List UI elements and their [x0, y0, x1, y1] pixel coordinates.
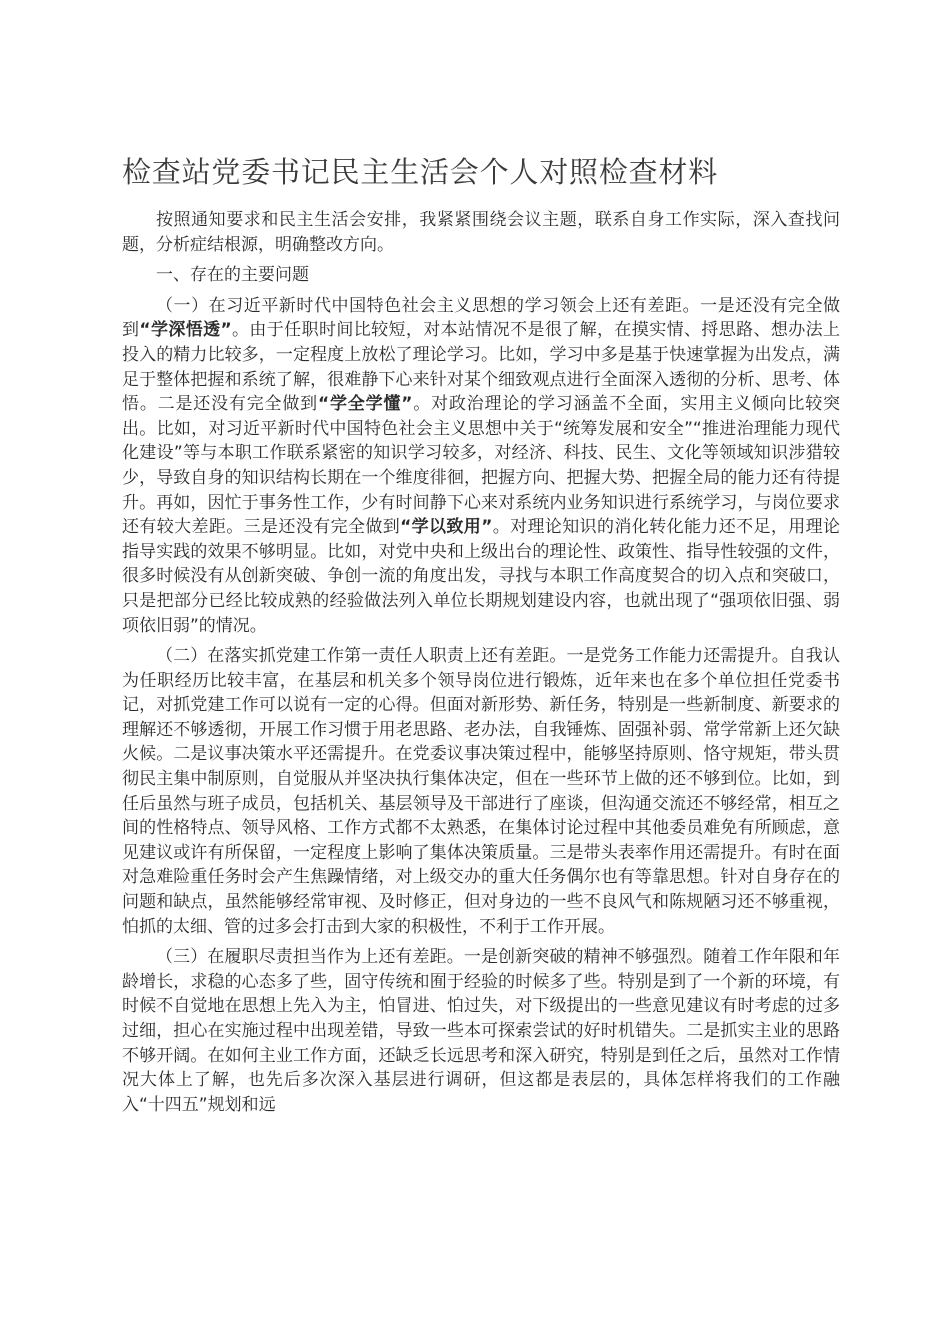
- section-heading-main-problems: 一、存在的主要问题: [156, 265, 309, 286]
- emphasis-phrase: “学全学懂”: [317, 394, 413, 415]
- document-title: 检查站党委书记民主生活会个人对照检查材料: [122, 155, 719, 189]
- paragraph-text: 。对政治理论的学习涵盖不全面，实用主义倾向比较突出。比如，对习近平新时代中国特色社会主义思想中关于“统筹发展和安全”“推进治理能力现代化建设”等与本职工作联系紧密的知识学习较多，对经济、科技、民生、文化等领域知识涉猎较少，导致自身的知识结构长期在一个维度徘徊，把握方向、把握大势、把握全局的能力还有待提升。再如，因忙于事务性工作，少有时间静下心来对系统内业务知识进行系统学习，与岗位要求还有较大差距。三是还没有完全做到: [122, 394, 840, 538]
- paragraph-text: （一）在习近平新时代中国特色社会主义思想的学习领会上还有差距。一是还没有完全做到: [122, 295, 840, 341]
- paragraph-party-building: （二）在落实抓党建工作第一责任人职责上还有差距。一是党务工作能力还需提升。自我认为任职经历比较丰富，在基层和机关多个领导岗位进行锻炼，近年来也在多个单位担任党委书记，对抓党建工作可以说有一定的心得。但面对新形势、新任务，特别是一些新制度、新要求的理解还不够透彻，开展工作习惯于用老思路、老办法，自我锤炼、固强补弱、常学常新上还欠缺火候。二是议事决策水平还需提升。在党委议事决策过程中，能够坚持原则、恪守规矩，带头贯彻民主集中制原则，自觉服从并坚决执行集体决定，但在一些环节上做的还不够到位。比如，到任后虽然与班子成员，包括机关、基层领导及干部进行了座谈，但沟通交流还不够经常，相互之间的性格特点、领导风格、工作方式都不太熟悉，在集体讨论过程中其他委员难免有所顾虑，意见建议或许有所保留，一定程度上影响了集体决策质量。三是带头表率作用还需提升。有时在面对急难险重任务时会产生焦躁情绪，对上级交办的重大任务偶尔也有等靠思想。针对自身存在的问题和缺点，虽然能够经常审视、及时修正，但对身边的一些不良风气和陈规陋习还不够重视，怕抓的太细、管的过多会打击到大家的积极性，不利于工作开展。: [122, 646, 840, 937]
- emphasis-phrase: “学以致用”: [400, 517, 493, 538]
- intro-paragraph: 按照通知要求和民主生活会安排，我紧紧围绕会议主题，联系自身工作实际，深入查找问题，分析症结根源，明确整改方向。: [122, 210, 840, 255]
- document-body: [122, 208, 840, 1117]
- paragraph-text: 。由于任职时间比较短，对本站情况不是很了解，在摸实情、捋思路、想办法上投入的精力比较多，一定程度上放松了理论学习。比如，学习中多是基于快速掌握为出发点，满足于整体把握和系统了解，很难静下心来针对某个细致观点进行全面深入透彻的分析、思考、体悟。二是还没有完全做到: [122, 320, 840, 415]
- emphasis-phrase: “学深悟透”: [139, 320, 232, 341]
- paragraph-text: 。对理论知识的消化转化能力还不足，用理论指导实践的效果不够明显。比如，对党中央和上级出台的理论性、政策性、指导性较强的文件，很多时候没有从创新突破、争创一流的角度出发，寻找与本职工作高度契合的切入点和突破口，只是把部分已经比较成熟的经验做法列入单位长期规划建设内容，也就出现了“强项依旧强、弱项依旧弱”的情况。: [122, 517, 840, 636]
- paragraph-duty-performance: （三）在履职尽责担当作为上还有差距。一是创新突破的精神不够强烈。随着工作年限和年龄增长，求稳的心态多了些，固守传统和囿于经验的时候多了些。特别是到了一个新的环境，有时候不自觉地在思想上先入为主，怕冒进、怕过失，对下级提出的一些意见建议有时考虑的过多过细，担心在实施过程中出现差错，导致一些本可探索尝试的好时机错失。二是抓实主业的思路不够开阔。在如何主业工作方面，还缺乏长远思考和深入研究，特别是到任之后，虽然对工作情况大体上了解，也先后多次深入基层进行调研，但这都是表层的，具体怎样将我们的工作融入“十四五”规划和远: [122, 947, 840, 1115]
- paragraph-theory-study: [122, 294, 840, 638]
- document-page: [122, 150, 840, 1344]
